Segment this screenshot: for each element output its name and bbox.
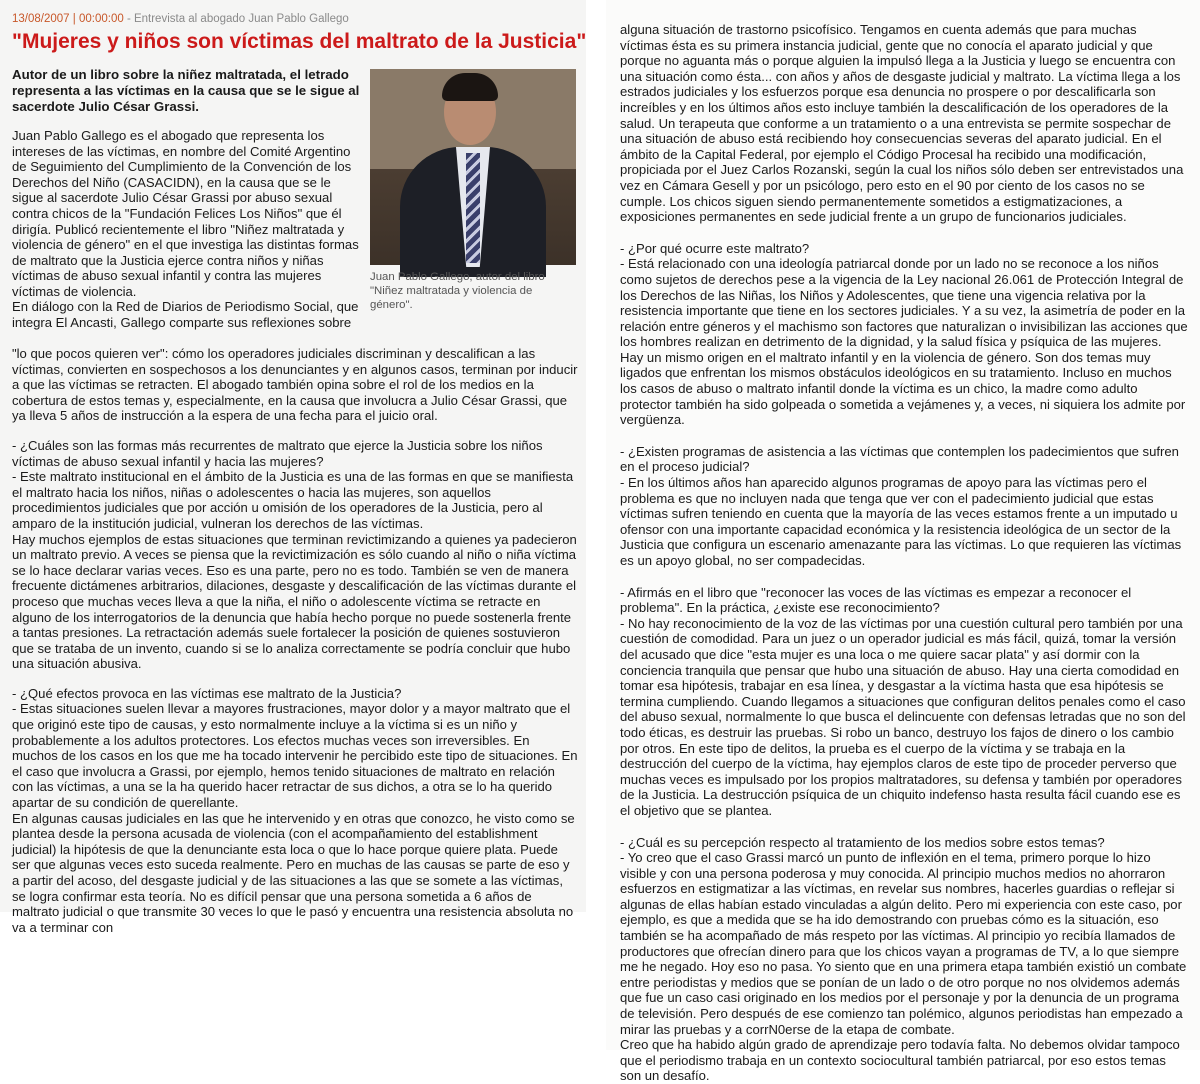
photo-tie <box>466 153 480 263</box>
interview-question: - Afirmás en el libro que "reconocer las voces de las víctimas es empezar a reconocer el problema". En la práctica, ¿existe ese reconocimiento? <box>620 584 1132 616</box>
interview-question: - ¿Qué efectos provoca en las víctimas ese maltrato de la Justicia? <box>12 685 402 701</box>
body-paragraph: Hay muchos ejemplos de estas situaciones que terminan revictimizando a quienes ya padecieron un maltrato previo. A veces se piensa que la revictimización es sólo cuando al niño o niña víctima se lo hace declarar varias veces. Eso es una parte, pero no es todo. También se ven de manera frecuente dictámenes arbitrarios, dilaciones, desgaste y descalificación de las víctimas durante el proceso que muchas veces lleva a que la niña, el niño o adolescente víctima se retracte en alguno de los interrogatorios de la denuncia que había hecho porque no puede sostenerla frente a tantas presiones. La retractación además suele fortalecer la posición de quienes sostuvieron que se trataba de un invento, cuando si se lo analiza correctamente se podría concluir que hubo una situación abusiva. <box>12 531 577 672</box>
right-body <box>620 22 1188 1084</box>
photo-caption: Juan Pablo Gallego, autor del libro "Niñez maltratada y violencia de género". <box>370 271 545 311</box>
article-right-column <box>606 0 1200 1084</box>
interview-question: - ¿Cuáles son las formas más recurrentes de maltrato que ejerce la Justicia sobre los niños víctimas de abuso sexual infantil y hacia las mujeres? <box>12 437 543 469</box>
meta-separator: | <box>72 13 76 25</box>
article-date: 13/08/2007 <box>12 13 70 25</box>
interview-answer: - Está relacionado con una ideología patriarcal donde por un lado no se reconoce a los niños como sujetos de derechos pese a la vigencia de la Ley nacional 26.061 de Protección Integral de los Derechos de las Niñas, los Niños y Adolescentes, que tiene una vigencia relativa por la resistencia importante que tiene en los sectores judiciales. Y a su vez, la asimetría de poder en la relación entre géneros y el machismo son factores que naturalizan o invisibilizan las acciones que los hombres realizan en detrimento de la dignidad, y la salud física y psíquica de las mujeres. Hay un mismo origen en el maltrato infantil y en la violencia de género. Son dos temas muy ligados que enfrentan los mismos obstáculos ideológicos en su tratamiento. Incluso en muchos los casos de abuso o maltrato infantil donde la víctima es un chico, la madre como adulto protector también ha sido golpeada o sometida a vejámenes y, a veces, ni siquiera los admite por vergüenza. <box>620 256 1188 428</box>
interview-answer: - Yo creo que el caso Grassi marcó un punto de inflexión en el tema, primero porque lo hizo visible y con una persona poderosa y muy conocida. Al principio muchos medios no ahorraron esfuerzos en estigmatizar a las víctimas, en revelar sus nombres, hacerles guardias o reflejar si algunas de ellas habían estado vinculadas a algún delito. Pero mi experiencia con este caso, por ejemplo, es que a medida que se ha ido demostrando con pruebas cómo es la situación, eso también se ha acompañado de más respeto por las víctimas. Al principio yo recibía llamados de productores que ofrecían dinero para que los chicos vayan a programas de TV, a lo que siempre me he negado. Hoy eso no pasa. Yo siento que en una primera etapa también existió un combate entre periodistas y medios que se ponían de un lado o de otro porque no nos olvidemos además que fue un caso casi originado en los medios por el personaje y por la denuncia de un programa de televisión. Pero después de ese comienzo tan polémico, algunos periodistas han empezado a mirar las pruebas y a corrN0erse de la etapa de combate. <box>620 850 1187 1037</box>
lawyer-photo <box>370 69 576 265</box>
body-paragraph: "lo que pocos quieren ver": cómo los operadores judiciales discriminan y descalifican a las víctimas, convierten en sospechosos a los denunciantes y en algunos casos, terminan por inducir a que las víctimas se retracten. El abogado también opina sobre el rol de los medios en la cobertura de estos temas y, especialmente, en la causa que involucra a Julio César Grassi, que ya lleva 5 años de instrucción a la espera de una fecha para el juicio oral. <box>12 346 578 424</box>
article-section: - Entrevista al abogado Juan Pablo Gallego <box>126 13 349 25</box>
article-lede: Autor de un libro sobre la niñez maltratada, el letrado representa a las víctimas en la causa que se le sigue al sacerdote Julio César Grassi. <box>12 67 360 114</box>
interview-answer: - Estas situaciones suelen llevar a mayores frustraciones, mayor dolor y a mayor maltrato que el que originó este tipo de causas, y esto normalmente incluye a la víctima si es un niño y probablemente a los adultos protectores. Los efectos muchas veces son irreversibles. En muchos de los casos en los que me ha tocado intervenir he percibido este tipo de situaciones. En el caso que involucra a Grassi, por ejemplo, hemos tenido situaciones de maltrato en relación con las víctimas, a una se la ha querido hacer retractar de sus dichos, a otra se lo ha querido apartar de su condición de querellante. <box>12 701 578 811</box>
article-time: 00:00:00 <box>78 13 124 25</box>
interview-answer: - No hay reconocimiento de la voz de las víctimas por una cuestión cultural pero también por una cuestión de comodidad. Para un juez o un operador judicial es más fácil, quizá, tomar la versión del acusado que dice "esta mujer es una loca o me quiere sacar plata" y así dormir con la conciencia tranquila que pensar que hubo una situación de abuso. Hay una cierta comodidad en tomar esa hipótesis, trabajar en esa línea, y desgastar a la víctima hasta que esa hipótesis se termina cumpliendo. Cuando llegamos a situaciones que configuran delitos penales como el caso del abuso sexual, normalmente lo que busca el delincuente con defensas letradas que no son del todo éticas, es destruir las pruebas. Si robo un banco, destruyo los fajos de dinero o los cambio por otros. En este tipo de delitos, la prueba es el cuerpo de la víctima y se trabaja en la destrucción del cuerpo de la víctima, hay ejemplos claros de este tipo de proceder perverso que muchas veces es impulsado por los propios maltratadores, su defensa y también por operadores de la Justicia. La destrucción psíquica de un chiquito indefenso hasta resulta fácil cuando ese es el objetivo que se plantea. <box>620 615 1186 818</box>
interview-question: - ¿Existen programas de asistencia a las víctimas que contemplen los padecimientos que sufren en el proceso judicial? <box>620 443 1179 475</box>
article-left-column <box>0 0 587 935</box>
body-paragraph: alguna situación de trastorno psicofísico. Tengamos en cuenta además que para muchas víctimas ésta es su primera instancia judicial, gente que no conocía el aparato judicial y que porque no aguanta más o porque alguien la impulsó llega a la Justicia y luego se encuentra con una situación como ésta... con años y años de desgaste judicial y maltrato. La víctima llega a los estrados judiciales y los esfuerzos porque esa denuncia no prospere o por descalificarla son increíbles y en los últimos años esto incluye también la descalificación de los operadores de la salud. Un terapeuta que conforme a un tratamiento o a una entrevista se permite sospechar de una situación de abuso está recibiendo hoy consecuencias severas del aparato judicial. En el ámbito de la Capital Federal, por ejemplo el Código Procesal ha recibido una modificación, propiciada por el Juez Carlos Rozanski, según la cual los niños sólo deben ser entrevistados una vez en Cámara Gesell y por un psicólogo, pero esto en el 90 por ciento de los casos no se cumple. Los chicos siguen siendo permanentemente sometidos a estigmatizaciones, a exposiciones permanentes en sede judicial frente a un grupo de funcionarios judiciales. <box>620 22 1184 225</box>
body-paragraph: En algunas causas judiciales en las que he intervenido y en otras que conozco, he visto como se plantea desde la persona acusada de violencia (con el acompañamiento del establishment judicial) la hipótesis de que la denunciante esta loca o que lo hace porque quiere plata. Puede ser que algunas veces esto suceda realmente. Pero en muchas de las causas se parte de eso y a partir del acoso, del desgaste judicial y de las situaciones a las que se somete a las víctimas, se logra confirmar esta teoría. No es difícil pensar que una persona sometida a 6 años de maltrato judicial o que transmite 30 veces lo que le pasó y encuentra una resistencia absoluta no va a terminar con <box>12 810 575 935</box>
interview-question: - ¿Cuál es su percepción respecto al tratamiento de los medios sobre estos temas? <box>620 834 1105 850</box>
left-body <box>12 346 578 935</box>
body-paragraph: Creo que ha habido algún grado de aprendizaje pero todavía falta. No debemos olvidar tampoco que el periodismo trabaja en un contexto sociocultural también patriarcal, por eso estos temas son un desafío. <box>620 1037 1180 1084</box>
interview-answer: - Este maltrato institucional en el ámbito de la Justicia es una de las formas en que se manifiesta el maltrato hacia los niños, niñas o adolescentes o hacia las mujeres, son aquellos procedimientos judiciales que por acción u omisión de los operadores de la Justicia, pero al amparo de la institución judicial, vulneran los derechos de las víctimas. <box>12 469 574 531</box>
interview-answer: - En los últimos años han aparecido algunos programas de apoyo para las víctimas pero el problema es que no incluyen nada que tenga que ver con el padecimiento judicial que estas víctimas sufren teniendo en cuenta que la mayoría de las veces estamos frente a un imputado u ofensor con una importante capacidad económica y la resistencia ideológica de un sector de la Justicia que configura un escenario amenazante para las víctimas. Lo que requieren las víctimas es un apoyo global, no ser compadecidas. <box>620 475 1182 568</box>
intro-continuation: En diálogo con la Red de Diarios de Periodismo Social, que integra El Ancasti, Gallego comparte sus reflexiones sobre <box>12 299 359 330</box>
interview-question: - ¿Por qué ocurre este maltrato? <box>620 240 810 256</box>
intro-paragraph: Juan Pablo Gallego es el abogado que representa los intereses de las víctimas, en nombre del Comité Argentino de Seguimiento del Cumplimiento de la Convención de los Derechos del Niño (CASACIDN), en la causa que se le sigue al sacerdote Julio César Grassi por abuso sexual contra chicos de la "Fundación Felices Los Niños" que él dirigía. Publicó recientemente el libro "Niñez maltratada y violencia de género" en el que investiga las distintas formas de maltrato que la Justicia ejerce contra niños y niñas víctimas de abuso sexual infantil y contra las mujeres víctimas de violencia. <box>12 128 359 299</box>
article-meta <box>12 13 349 25</box>
article-title: "Mujeres y niños son víctimas del maltrato de la Justicia" <box>12 30 587 53</box>
